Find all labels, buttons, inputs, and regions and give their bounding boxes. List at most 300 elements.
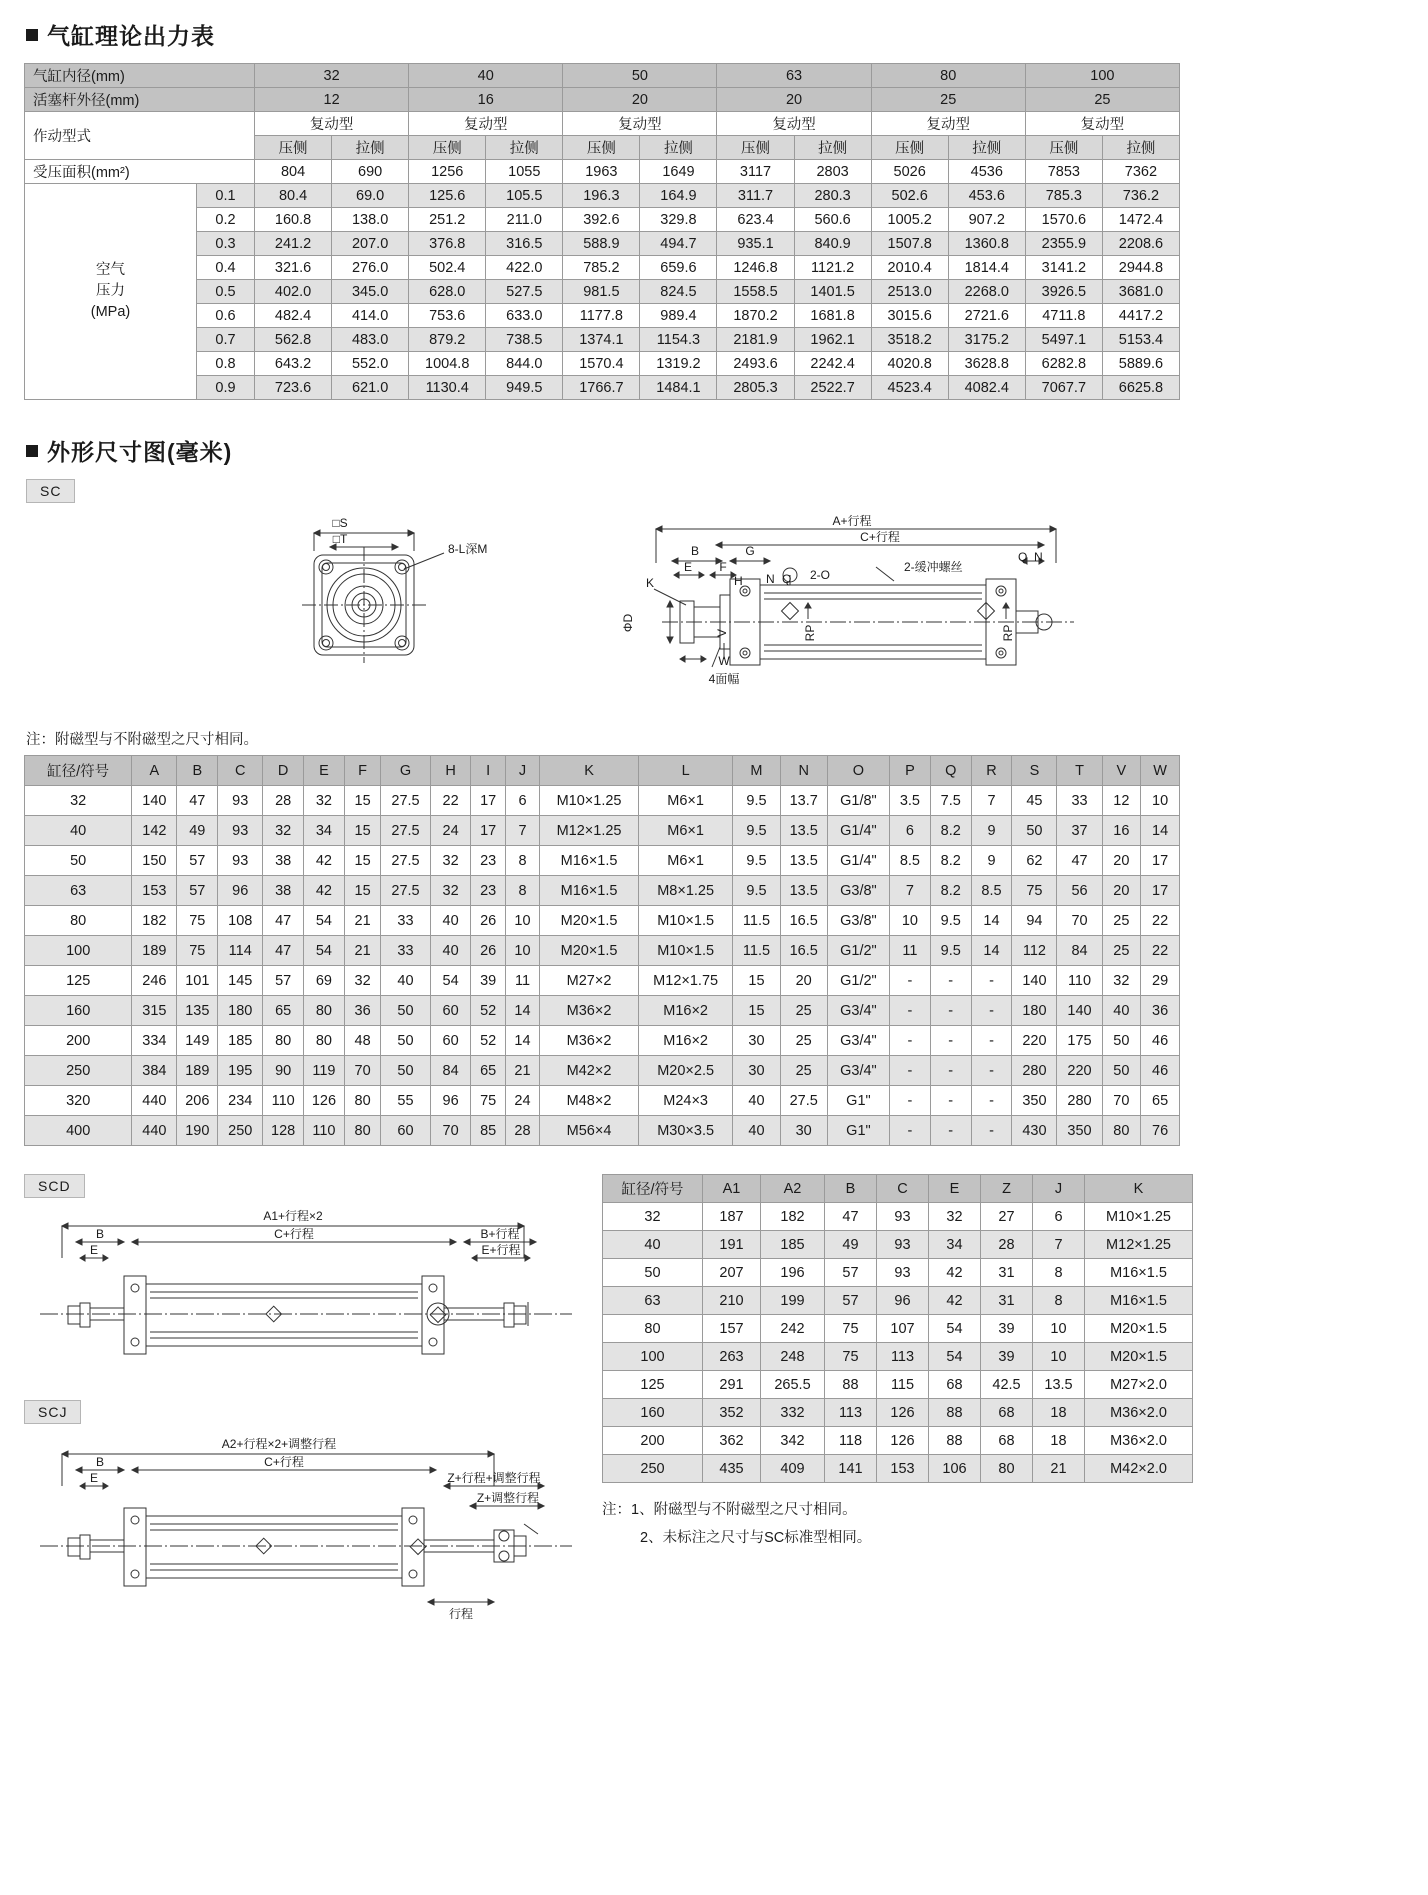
force-value: 1130.4 — [409, 376, 486, 400]
sc-column-header: S — [1012, 756, 1057, 786]
sc-value-cell: 27.5 — [780, 1086, 827, 1116]
scd-value-cell: 409 — [761, 1455, 825, 1483]
scd-value-cell: M16×1.5 — [1085, 1287, 1193, 1315]
sc-value-cell: 94 — [1012, 906, 1057, 936]
bore-value: 32 — [255, 64, 409, 88]
table-row-rod — [25, 88, 1180, 112]
sc-value-cell: 7 — [890, 876, 931, 906]
sc-value-cell: 48 — [344, 1026, 380, 1056]
sc-value-cell: 47 — [263, 906, 304, 936]
scd-value-cell: 352 — [703, 1399, 761, 1427]
sc-value-cell: 40 — [733, 1086, 780, 1116]
scd-value-cell: M27×2.0 — [1085, 1371, 1193, 1399]
sc-value-cell: 10 — [505, 906, 539, 936]
sc-label-rp: RP — [803, 624, 817, 642]
scd-value-cell: 182 — [761, 1203, 825, 1231]
force-value: 453.6 — [948, 184, 1025, 208]
rod-value: 16 — [409, 88, 563, 112]
sc-value-cell: 75 — [471, 1086, 505, 1116]
sc-value-cell: 27.5 — [381, 846, 430, 876]
sc-value-cell: M8×1.25 — [638, 876, 732, 906]
force-value: 3015.6 — [871, 304, 948, 328]
bore-value: 50 — [563, 64, 717, 88]
sc-value-cell: 57 — [263, 966, 304, 996]
sc-column-header: B — [177, 756, 218, 786]
scd-value-cell: 7 — [1033, 1231, 1085, 1259]
sc-value-cell: 14 — [505, 996, 539, 1026]
sc-value-cell: M16×2 — [638, 996, 732, 1026]
scd-column-header: Z — [981, 1175, 1033, 1203]
sc-value-cell: 280 — [1012, 1056, 1057, 1086]
pressure-value: 0.2 — [197, 208, 255, 232]
force-value: 125.6 — [409, 184, 486, 208]
force-value: 2721.6 — [948, 304, 1025, 328]
force-value: 949.5 — [486, 376, 563, 400]
sc-value-cell: M10×1.5 — [638, 936, 732, 966]
sc-value-cell: 25 — [780, 1026, 827, 1056]
sc-value-cell: 135 — [177, 996, 218, 1026]
scd-value-cell: 242 — [761, 1315, 825, 1343]
sc-value-cell: - — [930, 1086, 971, 1116]
force-value: 1766.7 — [563, 376, 640, 400]
sc-value-cell: M36×2 — [540, 1026, 639, 1056]
sc-column-header: O — [827, 756, 889, 786]
sc-value-cell: - — [930, 966, 971, 996]
sc-value-cell: 145 — [218, 966, 263, 996]
force-value: 5497.1 — [1025, 328, 1102, 352]
scd-column-header: B — [825, 1175, 877, 1203]
sc-value-cell: 15 — [344, 876, 380, 906]
sc-value-cell: M12×1.75 — [638, 966, 732, 996]
sc-value-cell: M24×3 — [638, 1086, 732, 1116]
sc-value-cell: 50 — [1012, 816, 1057, 846]
sc-value-cell: - — [930, 1056, 971, 1086]
sc-value-cell: 234 — [218, 1086, 263, 1116]
sc-value-cell: G1/8" — [827, 786, 889, 816]
side-pull-header: 拉侧 — [948, 136, 1025, 160]
sc-value-cell: 42 — [304, 846, 345, 876]
sc-value-cell: - — [890, 1116, 931, 1146]
sc-label-n2: N — [1034, 550, 1043, 564]
scd-value-cell: 126 — [877, 1399, 929, 1427]
sc-label-d: ΦD — [621, 613, 635, 633]
scd-value-cell: 54 — [929, 1315, 981, 1343]
sc-value-cell: 180 — [218, 996, 263, 1026]
sc-value-cell: 17 — [1141, 846, 1180, 876]
sc-value-cell: 6 — [505, 786, 539, 816]
force-value: 241.2 — [255, 232, 332, 256]
table-row — [25, 1116, 1180, 1146]
sc-value-cell: 189 — [132, 936, 177, 966]
sc-value-cell: 25 — [1102, 936, 1141, 966]
sc-value-cell: M36×2 — [540, 996, 639, 1026]
force-value: 69.0 — [332, 184, 409, 208]
force-value: 164.9 — [640, 184, 717, 208]
scd-table-column — [602, 1174, 1180, 1624]
force-value: 2181.9 — [717, 328, 794, 352]
sc-value-cell: 180 — [1012, 996, 1057, 1026]
sc-column-header: L — [638, 756, 732, 786]
sc-value-cell: 150 — [132, 846, 177, 876]
sc-label-c-stroke: C+行程 — [860, 530, 900, 544]
force-value: 482.4 — [255, 304, 332, 328]
sc-label-w: W — [718, 654, 730, 668]
sc-value-cell: 70 — [1102, 1086, 1141, 1116]
force-value: 753.6 — [409, 304, 486, 328]
force-value: 1814.4 — [948, 256, 1025, 280]
sc-value-cell: - — [890, 1026, 931, 1056]
sc-value-cell: 9.5 — [930, 906, 971, 936]
force-value: 1472.4 — [1102, 208, 1179, 232]
sc-value-cell: 32 — [1102, 966, 1141, 996]
force-value: 1319.2 — [640, 352, 717, 376]
sc-bore-cell: 100 — [25, 936, 132, 966]
force-value: 2513.0 — [871, 280, 948, 304]
area-value: 804 — [255, 160, 332, 184]
sc-value-cell: - — [890, 1056, 931, 1086]
sc-value-cell: 32 — [263, 816, 304, 846]
sc-value-cell: 60 — [381, 1116, 430, 1146]
sc-value-cell: G3/4" — [827, 1026, 889, 1056]
sc-value-cell: 28 — [263, 786, 304, 816]
sc-value-cell: 32 — [430, 846, 471, 876]
sc-column-header: 缸径/符号 — [25, 756, 132, 786]
sc-column-header: W — [1141, 756, 1180, 786]
force-value: 824.5 — [640, 280, 717, 304]
sc-value-cell: 84 — [430, 1056, 471, 1086]
sc-value-cell: 50 — [1102, 1056, 1141, 1086]
force-value: 562.8 — [255, 328, 332, 352]
sc-value-cell: 75 — [1012, 876, 1057, 906]
sc-value-cell: G3/8" — [827, 906, 889, 936]
sc-value-cell: 70 — [1057, 906, 1102, 936]
table-row — [25, 876, 1180, 906]
sc-value-cell: 15 — [344, 786, 380, 816]
sc-value-cell: 93 — [218, 846, 263, 876]
sc-value-cell: 153 — [132, 876, 177, 906]
sc-value-cell: 39 — [471, 966, 505, 996]
action-type: 复动型 — [563, 112, 717, 136]
force-value: 2522.7 — [794, 376, 871, 400]
sc-label-cushion: 2-缓冲螺丝 — [904, 560, 963, 574]
force-value: 3518.2 — [871, 328, 948, 352]
sc-column-header: C — [218, 756, 263, 786]
force-value: 4082.4 — [948, 376, 1025, 400]
scd-value-cell: 199 — [761, 1287, 825, 1315]
force-value: 392.6 — [563, 208, 640, 232]
sc-value-cell: - — [971, 1026, 1012, 1056]
force-value: 1962.1 — [794, 328, 871, 352]
sc-value-cell: 16 — [1102, 816, 1141, 846]
sc-value-cell: M20×2.5 — [638, 1056, 732, 1086]
force-value: 422.0 — [486, 256, 563, 280]
scd-column-header: C — [877, 1175, 929, 1203]
sc-value-cell: 9.5 — [733, 786, 780, 816]
table-row-pressure — [25, 304, 1180, 328]
sc-value-cell: 15 — [733, 996, 780, 1026]
rod-value: 25 — [871, 88, 1025, 112]
table-row-pressure — [25, 280, 1180, 304]
force-value: 316.5 — [486, 232, 563, 256]
table-row-pressure — [25, 232, 1180, 256]
table-row — [25, 1056, 1180, 1086]
force-value: 643.2 — [255, 352, 332, 376]
sc-value-cell: 20 — [780, 966, 827, 996]
sc-column-header: P — [890, 756, 931, 786]
row-label-bore: 气缸内径(mm) — [25, 64, 255, 88]
sc-value-cell: 27.5 — [381, 786, 430, 816]
scd-value-cell: 88 — [929, 1399, 981, 1427]
sc-column-header: F — [344, 756, 380, 786]
scd-value-cell: 265.5 — [761, 1371, 825, 1399]
scd-value-cell: 75 — [825, 1315, 877, 1343]
scd-value-cell: 107 — [877, 1315, 929, 1343]
scj-label-a2: A2+行程×2+调整行程 — [221, 1437, 337, 1451]
scd-value-cell: M42×2.0 — [1085, 1455, 1193, 1483]
sc-column-header: D — [263, 756, 304, 786]
scd-value-cell: M16×1.5 — [1085, 1259, 1193, 1287]
sc-column-header: N — [780, 756, 827, 786]
force-value: 502.6 — [871, 184, 948, 208]
scd-value-cell: 93 — [877, 1231, 929, 1259]
sc-column-header: E — [304, 756, 345, 786]
force-value: 402.0 — [255, 280, 332, 304]
scd-value-cell: 42.5 — [981, 1371, 1033, 1399]
sc-bore-cell: 200 — [25, 1026, 132, 1056]
sc-value-cell: 185 — [218, 1026, 263, 1056]
force-value: 138.0 — [332, 208, 409, 232]
force-value: 2805.3 — [717, 376, 794, 400]
sc-value-cell: 110 — [304, 1116, 345, 1146]
sc-value-cell: - — [971, 1086, 1012, 1116]
table-row — [603, 1203, 1193, 1231]
sc-drawing-svg — [24, 503, 1184, 718]
sc-label-q: Q — [782, 572, 792, 586]
sc-value-cell: 190 — [177, 1116, 218, 1146]
scd-value-cell: 126 — [877, 1427, 929, 1455]
force-value: 588.9 — [563, 232, 640, 256]
sc-bore-cell: 80 — [25, 906, 132, 936]
scd-value-cell: 93 — [877, 1203, 929, 1231]
force-value: 736.2 — [1102, 184, 1179, 208]
sc-label-2o: 2-O — [810, 568, 831, 582]
area-value: 1963 — [563, 160, 640, 184]
sc-value-cell: 280 — [1057, 1086, 1102, 1116]
sc-value-cell: 175 — [1057, 1026, 1102, 1056]
side-pull-header: 拉侧 — [1102, 136, 1179, 160]
sc-value-cell: 189 — [177, 1056, 218, 1086]
sc-value-cell: 182 — [132, 906, 177, 936]
sc-value-cell: 42 — [304, 876, 345, 906]
sc-value-cell: 149 — [177, 1026, 218, 1056]
sc-value-cell: 13.7 — [780, 786, 827, 816]
sc-column-header: R — [971, 756, 1012, 786]
table-row-pressure — [25, 256, 1180, 280]
sc-value-cell: - — [890, 1086, 931, 1116]
scd-bore-cell: 40 — [603, 1231, 703, 1259]
sc-value-cell: 36 — [344, 996, 380, 1026]
scd-value-cell: 435 — [703, 1455, 761, 1483]
force-value: 552.0 — [332, 352, 409, 376]
scd-column-header: A2 — [761, 1175, 825, 1203]
pressure-value: 0.6 — [197, 304, 255, 328]
force-value: 7067.7 — [1025, 376, 1102, 400]
force-value: 4711.8 — [1025, 304, 1102, 328]
sc-value-cell: 70 — [344, 1056, 380, 1086]
scd-value-cell: 115 — [877, 1371, 929, 1399]
pressure-value: 0.8 — [197, 352, 255, 376]
sc-value-cell: 3.5 — [890, 786, 931, 816]
sc-value-cell: 440 — [132, 1116, 177, 1146]
force-value: 5889.6 — [1102, 352, 1179, 376]
sc-label-a-stroke: A+行程 — [832, 514, 872, 528]
sc-value-cell: 114 — [218, 936, 263, 966]
sc-value-cell: 15 — [344, 846, 380, 876]
scd-value-cell: 42 — [929, 1259, 981, 1287]
sc-value-cell: 69 — [304, 966, 345, 996]
sc-value-cell: 40 — [733, 1116, 780, 1146]
sc-column-header: G — [381, 756, 430, 786]
force-value: 5153.4 — [1102, 328, 1179, 352]
force-value: 6282.8 — [1025, 352, 1102, 376]
force-value: 633.0 — [486, 304, 563, 328]
sc-value-cell: M10×1.5 — [638, 906, 732, 936]
sc-label-e: E — [683, 560, 693, 574]
scd-bore-cell: 50 — [603, 1259, 703, 1287]
sc-value-cell: 52 — [471, 996, 505, 1026]
action-type: 复动型 — [255, 112, 409, 136]
scd-value-cell: 332 — [761, 1399, 825, 1427]
table-row-bore — [25, 64, 1180, 88]
force-value: 414.0 — [332, 304, 409, 328]
sc-value-cell: G1/4" — [827, 816, 889, 846]
sc-label-hole: 8-L深M — [448, 542, 488, 556]
scd-value-cell: 88 — [825, 1371, 877, 1399]
rod-value: 12 — [255, 88, 409, 112]
scd-value-cell: 362 — [703, 1427, 761, 1455]
sc-value-cell: 20 — [1102, 876, 1141, 906]
scd-value-cell: 68 — [981, 1427, 1033, 1455]
force-table-heading — [26, 18, 1404, 51]
scd-label-e: E — [89, 1243, 99, 1257]
sc-value-cell: 24 — [430, 816, 471, 846]
scd-value-cell: 191 — [703, 1231, 761, 1259]
sc-value-cell: 50 — [1102, 1026, 1141, 1056]
force-value: 80.4 — [255, 184, 332, 208]
sc-value-cell: 93 — [218, 786, 263, 816]
scd-value-cell: 263 — [703, 1343, 761, 1371]
sc-value-cell: - — [890, 966, 931, 996]
sc-value-cell: M12×1.25 — [540, 816, 639, 846]
scd-bore-cell: 250 — [603, 1455, 703, 1483]
scd-value-cell: 88 — [929, 1427, 981, 1455]
sc-value-cell: 17 — [1141, 876, 1180, 906]
scd-label-b: B — [95, 1227, 105, 1241]
sc-label-k: K — [646, 576, 655, 590]
force-value: 560.6 — [794, 208, 871, 232]
sc-column-header: A — [132, 756, 177, 786]
force-value: 1121.2 — [794, 256, 871, 280]
sc-value-cell: 7 — [971, 786, 1012, 816]
scd-value-cell: 31 — [981, 1259, 1033, 1287]
sc-value-cell: 440 — [132, 1086, 177, 1116]
sc-bore-cell: 400 — [25, 1116, 132, 1146]
sc-value-cell: 20 — [1102, 846, 1141, 876]
force-value: 276.0 — [332, 256, 409, 280]
sc-value-cell: 350 — [1012, 1086, 1057, 1116]
pressure-value: 0.5 — [197, 280, 255, 304]
force-value: 623.4 — [717, 208, 794, 232]
dimension-heading — [26, 434, 1404, 467]
force-value: 785.3 — [1025, 184, 1102, 208]
sc-column-header: M — [733, 756, 780, 786]
sc-value-cell: 220 — [1057, 1056, 1102, 1086]
scd-value-cell: 54 — [929, 1343, 981, 1371]
sc-value-cell: M30×3.5 — [638, 1116, 732, 1146]
sc-value-cell: 80 — [344, 1116, 380, 1146]
sc-value-cell: 30 — [733, 1026, 780, 1056]
sc-value-cell: 6 — [890, 816, 931, 846]
side-push-header: 压侧 — [717, 136, 794, 160]
scd-value-cell: 185 — [761, 1231, 825, 1259]
table-row — [603, 1399, 1193, 1427]
sc-value-cell: 15 — [733, 966, 780, 996]
scd-value-cell: 75 — [825, 1343, 877, 1371]
table-row — [603, 1259, 1193, 1287]
table-row — [603, 1231, 1193, 1259]
sc-value-cell: 90 — [263, 1056, 304, 1086]
sc-value-cell: 25 — [780, 1056, 827, 1086]
scj-label-stroke: 行程 — [448, 1607, 474, 1621]
sc-value-cell: 17 — [471, 816, 505, 846]
sc-value-cell: 50 — [381, 1056, 430, 1086]
force-value: 659.6 — [640, 256, 717, 280]
table-row — [603, 1343, 1193, 1371]
sc-value-cell: 14 — [971, 906, 1012, 936]
sc-value-cell: 57 — [177, 876, 218, 906]
scd-value-cell: 157 — [703, 1315, 761, 1343]
sc-column-header: Q — [930, 756, 971, 786]
table-row — [603, 1427, 1193, 1455]
sc-value-cell: 142 — [132, 816, 177, 846]
table-row — [25, 936, 1180, 966]
sc-value-cell: 47 — [177, 786, 218, 816]
table-row-pressure — [25, 328, 1180, 352]
bore-value: 80 — [871, 64, 1025, 88]
bullet-square-icon — [26, 445, 38, 457]
sc-value-cell: M48×2 — [540, 1086, 639, 1116]
scd-value-cell: M36×2.0 — [1085, 1427, 1193, 1455]
scd-value-cell: 27 — [981, 1203, 1033, 1231]
force-value: 840.9 — [794, 232, 871, 256]
sc-value-cell: 80 — [304, 1026, 345, 1056]
side-pull-header: 拉侧 — [332, 136, 409, 160]
sc-value-cell: 16.5 — [780, 906, 827, 936]
force-value: 483.0 — [332, 328, 409, 352]
table-row-area — [25, 160, 1180, 184]
sc-value-cell: 315 — [132, 996, 177, 1026]
scd-column-header: J — [1033, 1175, 1085, 1203]
sc-value-cell: 38 — [263, 846, 304, 876]
force-value: 1507.8 — [871, 232, 948, 256]
sc-header-row — [25, 756, 1180, 786]
sc-note: 注：附磁型与不附磁型之尺寸相同。 — [26, 732, 258, 748]
sc-value-cell: 8.2 — [930, 846, 971, 876]
table-row — [603, 1371, 1193, 1399]
table-row — [25, 846, 1180, 876]
scd-value-cell: 21 — [1033, 1455, 1085, 1483]
force-value: 1177.8 — [563, 304, 640, 328]
